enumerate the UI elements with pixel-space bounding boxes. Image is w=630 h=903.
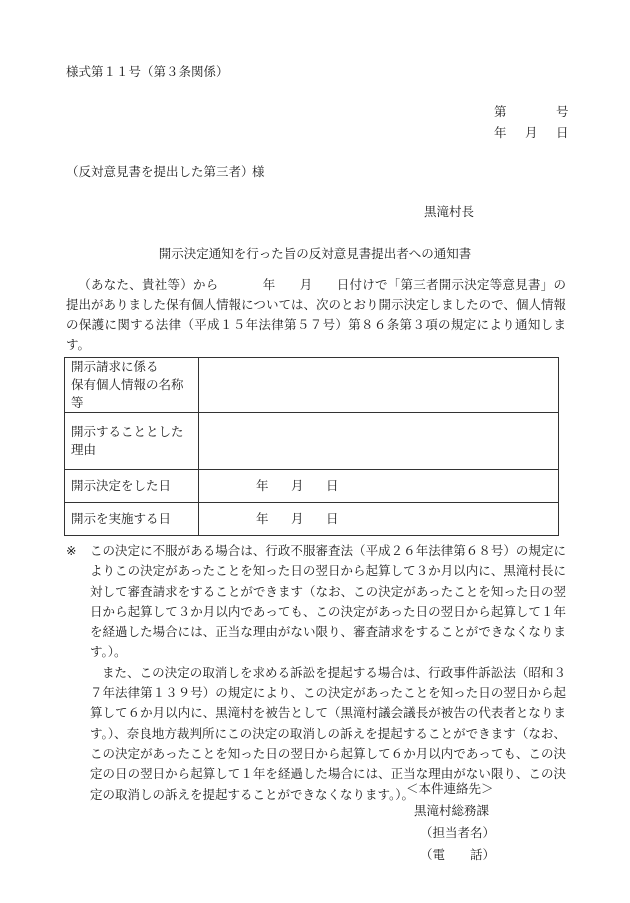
body-year: 年 (262, 277, 276, 292)
table-row (65, 503, 559, 536)
row-label-info-name (65, 358, 199, 413)
row-value-reason (199, 413, 559, 470)
row-value-implementation-date (199, 503, 559, 536)
contact-info (406, 778, 495, 866)
recipient-honorific: 様 (252, 164, 265, 179)
implementation-year: 年 (256, 511, 269, 526)
contact-person: （担当者名） (420, 825, 496, 840)
contact-phone: （電 話） (420, 847, 496, 862)
body-part1: （あなた、貴社等）から (78, 277, 219, 292)
doc-number-prefix: 第 (494, 104, 507, 119)
body-month: 月 (299, 277, 313, 292)
row-label-implementation-date: 開示を実施する日 (65, 503, 199, 536)
form-number: 様式第１１号（第３条関係） (66, 64, 229, 79)
issue-date-day: 日 (556, 125, 569, 140)
issue-date-year: 年 (494, 125, 507, 140)
recipient-name: （反対意見書を提出した第三者） (66, 164, 254, 179)
row-label-reason (65, 413, 199, 470)
note-appeal-text: この決定に不服がある場合は、行政不服審査法（平成２６年法律第６８号）の規定によりこの決定があったことを知った日の翌日から起算して３か月以内に、黒滝村長に対して審査請求をすることができます（なお、この決定があったことを知った日の翌日から起算して３か月以内であっても、この決定があった日の翌日から起算して１年を経過した場合には、正当な理由がない限り、審査請求をすることができなくなります。）。 (90, 543, 566, 660)
body-paragraph (66, 275, 566, 355)
table-row (65, 413, 559, 470)
info-table (64, 357, 559, 536)
recipient (66, 164, 265, 179)
note-appeal (66, 541, 566, 663)
document-title: 開示決定通知を行った旨の反対意見書提出者への通知書 (158, 246, 472, 261)
implementation-month: 月 (291, 511, 304, 526)
decision-year: 年 (256, 478, 269, 493)
decision-month: 月 (291, 478, 304, 493)
issue-date-month: 月 (525, 125, 538, 140)
implementation-day: 日 (326, 511, 339, 526)
note-lawsuit: また、この決定の取消しを求める訴訟を提起する場合は、行政事件訴訟法（昭和３７年法律第１３９号）の規定により、この決定があったことを知った日の翌日から起算して６か月以内に、黒滝村を被告として（黒滝村議会議長が被告の代表者となります。）、奈良地方裁判所にこの決定の取消しの訴えを提起することができます（なお、この決定があったことを知った日の翌日から起算して６か月以内であっても、この決定の日の翌日から起算して１年を経過した場合には、正当な理由がない限り、この決定の取消しの訴えを提起することができなくなります。）。 (90, 664, 566, 802)
row-label-text: 開示することとした 理由 (71, 424, 184, 457)
note-mark: ※ (66, 543, 77, 558)
row-label-text: 開示請求に係る 保有個人情報の名称等 (71, 359, 184, 410)
contact-department: 黒滝村総務課 (414, 803, 490, 818)
table-row (65, 358, 559, 413)
table-row (65, 470, 559, 503)
notes (66, 541, 566, 805)
row-label-decision-date: 開示決定をした日 (65, 470, 199, 503)
row-value-decision-date (199, 470, 559, 503)
decision-day: 日 (326, 478, 339, 493)
contact-heading: ＜本件連絡先＞ (406, 781, 494, 796)
sender: 黒滝村長 (424, 204, 475, 219)
row-value-info-name (199, 358, 559, 413)
doc-number-suffix: 号 (556, 104, 569, 119)
body-part2: 日付けで「第三者開示決定等意見書」の提出がありました保有個人情報については、次のとおり開示決定しましたので、個人情報の保護に関する法律（平成１５年法律第５７号）第８６条第３項の規定により通知します。 (66, 277, 566, 352)
